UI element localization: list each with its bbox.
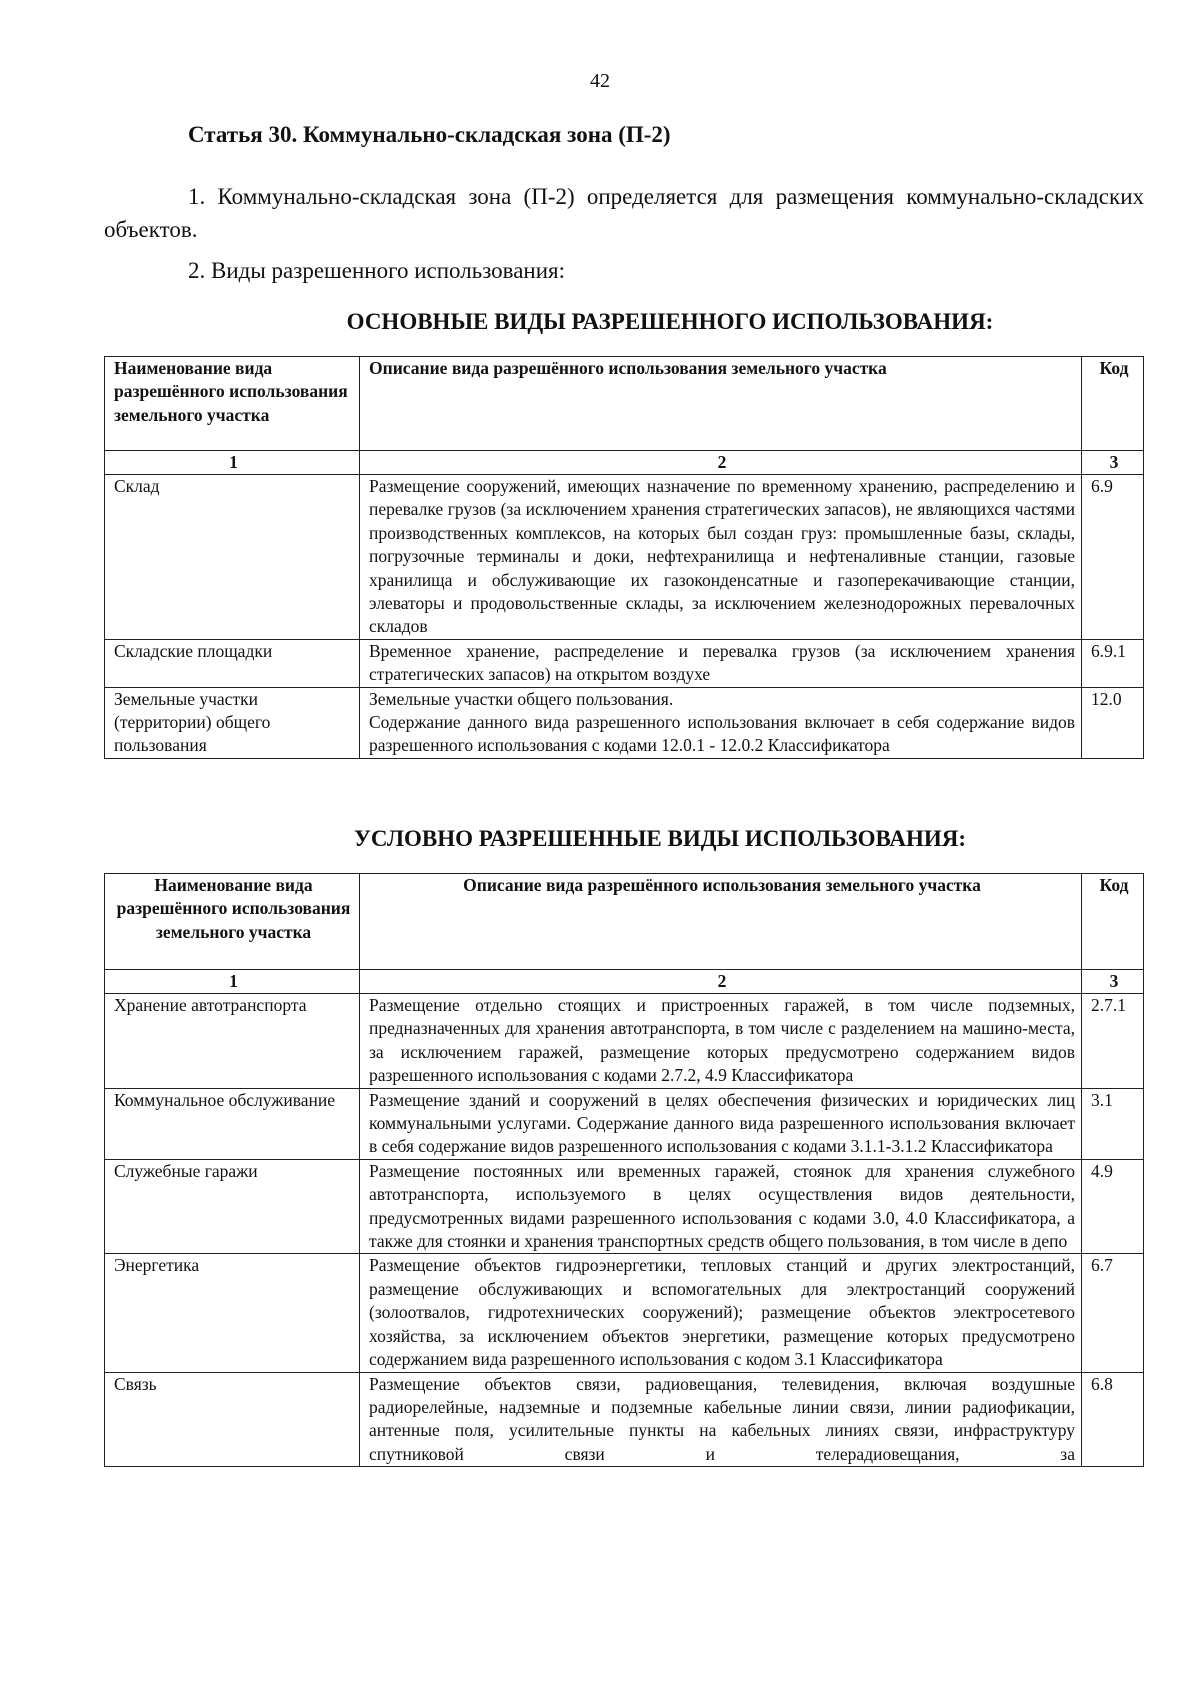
main-uses-table	[104, 356, 1144, 759]
use-description-line: Земельные участки общего пользования.	[369, 688, 674, 709]
use-name: Служебные гаражи	[105, 1159, 360, 1254]
use-code: 6.9	[1082, 475, 1144, 640]
use-code: 4.9	[1082, 1159, 1144, 1254]
use-description: Размещение объектов связи, радиовещания, телевидения, включая воздушные радиорелейные, надземные и подземные кабельные линии связи, линии радиофикации, антенные поля, усилительные пункты на кабельных линиях связи, инфраструктуру спутниковой связи и телерадиовещания, за	[360, 1372, 1082, 1467]
table-row	[105, 1088, 1144, 1159]
use-code: 6.9.1	[1082, 639, 1144, 687]
use-code: 6.7	[1082, 1254, 1144, 1372]
permitted-uses-paragraph: 2. Виды разрешенного использования:	[188, 258, 565, 283]
header-description: Описание вида разрешённого использования земельного участка	[360, 874, 1082, 970]
table-row	[105, 475, 1144, 640]
table-row	[105, 639, 1144, 687]
use-name: Склад	[105, 475, 360, 640]
use-name: Энергетика	[105, 1254, 360, 1372]
table-header-row	[105, 357, 1144, 451]
use-description: Размещение постоянных или временных гаражей, стоянок для хранения служебного автотранспорта, используемого в целях осуществления видов деятельности, предусмотренных видами разрешенного использования с кодами 3.0, 4.0 Классификатора, а также для стоянки и хранения транспортных средств общего пользования, в том числе в депо	[360, 1159, 1082, 1254]
use-code: 12.0	[1082, 687, 1144, 758]
page-number: 42	[590, 70, 610, 92]
use-description: Размещение объектов гидроэнергетики, тепловых станций и других электростанций, размещение обслуживающих и вспомогательных для электростанций сооружений (золоотвалов, гидротехнических сооружений); размещение объектов электросетевого хозяйства, за исключением объектов энергетики, размещение которых предусмотрено содержанием вида разрешенного использования с кодом 3.1 Классификатора	[360, 1254, 1082, 1372]
column-number: 1	[105, 451, 360, 475]
use-description-cell	[360, 687, 1082, 758]
use-description: Размещение зданий и сооружений в целях обеспечения физических и юридических лиц коммунальными услугами. Содержание данного вида разрешенного использования включает в себя содержание видов разрешенного использования с кодами 3.1.1-3.1.2 Классификатора	[360, 1088, 1082, 1159]
use-name: Связь	[105, 1372, 360, 1467]
use-description: Содержание данного вида разрешенного использования включает в себя содержание видов разрешенного использования с кодами 12.0.1 - 12.0.2 Классификатора	[369, 712, 1075, 756]
use-description: Временное хранение, распределение и перевалка грузов (за исключением хранения стратегических запасов) на открытом воздухе	[360, 639, 1082, 687]
use-name: Складские площадки	[105, 639, 360, 687]
column-number-row	[105, 970, 1144, 994]
header-name: Наименование вида разрешённого использования земельного участка	[105, 874, 360, 970]
header-code: Код	[1082, 357, 1144, 451]
column-number: 1	[105, 970, 360, 994]
use-name: Хранение автотранспорта	[105, 994, 360, 1089]
use-description: Размещение отдельно стоящих и пристроенных гаражей, в том числе подземных, предназначенных для хранения автотранспорта, в том числе с разделением на машино-места, за исключением гаражей, размещение которых предусмотрено содержанием видов разрешенного использования с кодами 2.7.2, 4.9 Классификатора	[360, 994, 1082, 1089]
table-row	[105, 1372, 1144, 1467]
use-description: Размещение сооружений, имеющих назначение по временному хранению, распределению и перевалке грузов (за исключением хранения стратегических запасов), не являющихся частями производственных комплексов, на которых был создан груз: промышленные базы, склады, погрузочные терминалы и доки, нефтехранилища и нефтеналивные станции, газовые хранилища и обслуживающие их газоконденсатные и газоперекачивающие станции, элеваторы и продовольственные склады, за исключением железнодорожных перевалочных складов	[360, 475, 1082, 640]
header-description: Описание вида разрешённого использования земельного участка	[360, 357, 1082, 451]
header-name: Наименование вида разрешённого использования земельного участка	[105, 357, 360, 451]
table-row	[105, 687, 1144, 758]
article-title: Статья 30. Коммунально-складская зона (П-2)	[188, 122, 671, 147]
zone-definition-paragraph: 1. Коммунально-складская зона (П-2) определяется для размещения коммунально-складских объектов.	[104, 184, 1144, 242]
header-code: Код	[1082, 874, 1144, 970]
table-row	[105, 994, 1144, 1089]
use-code: 3.1	[1082, 1088, 1144, 1159]
main-uses-title: ОСНОВНЫЕ ВИДЫ РАЗРЕШЕННОГО ИСПОЛЬЗОВАНИЯ:	[346, 309, 994, 334]
column-number-row	[105, 451, 1144, 475]
conditional-uses-table	[104, 873, 1144, 1467]
conditional-uses-title: УСЛОВНО РАЗРЕШЕННЫЕ ВИДЫ ИСПОЛЬЗОВАНИЯ:	[353, 826, 967, 851]
use-code: 2.7.1	[1082, 994, 1144, 1089]
table-row	[105, 1254, 1144, 1372]
use-code: 6.8	[1082, 1372, 1144, 1467]
use-name: Коммунальное обслуживание	[105, 1088, 360, 1159]
use-name: Земельные участки (территории) общего пользования	[105, 687, 360, 758]
table-header-row	[105, 874, 1144, 970]
column-number: 3	[1082, 451, 1144, 475]
column-number: 2	[360, 970, 1082, 994]
column-number: 2	[360, 451, 1082, 475]
column-number: 3	[1082, 970, 1144, 994]
table-row	[105, 1159, 1144, 1254]
